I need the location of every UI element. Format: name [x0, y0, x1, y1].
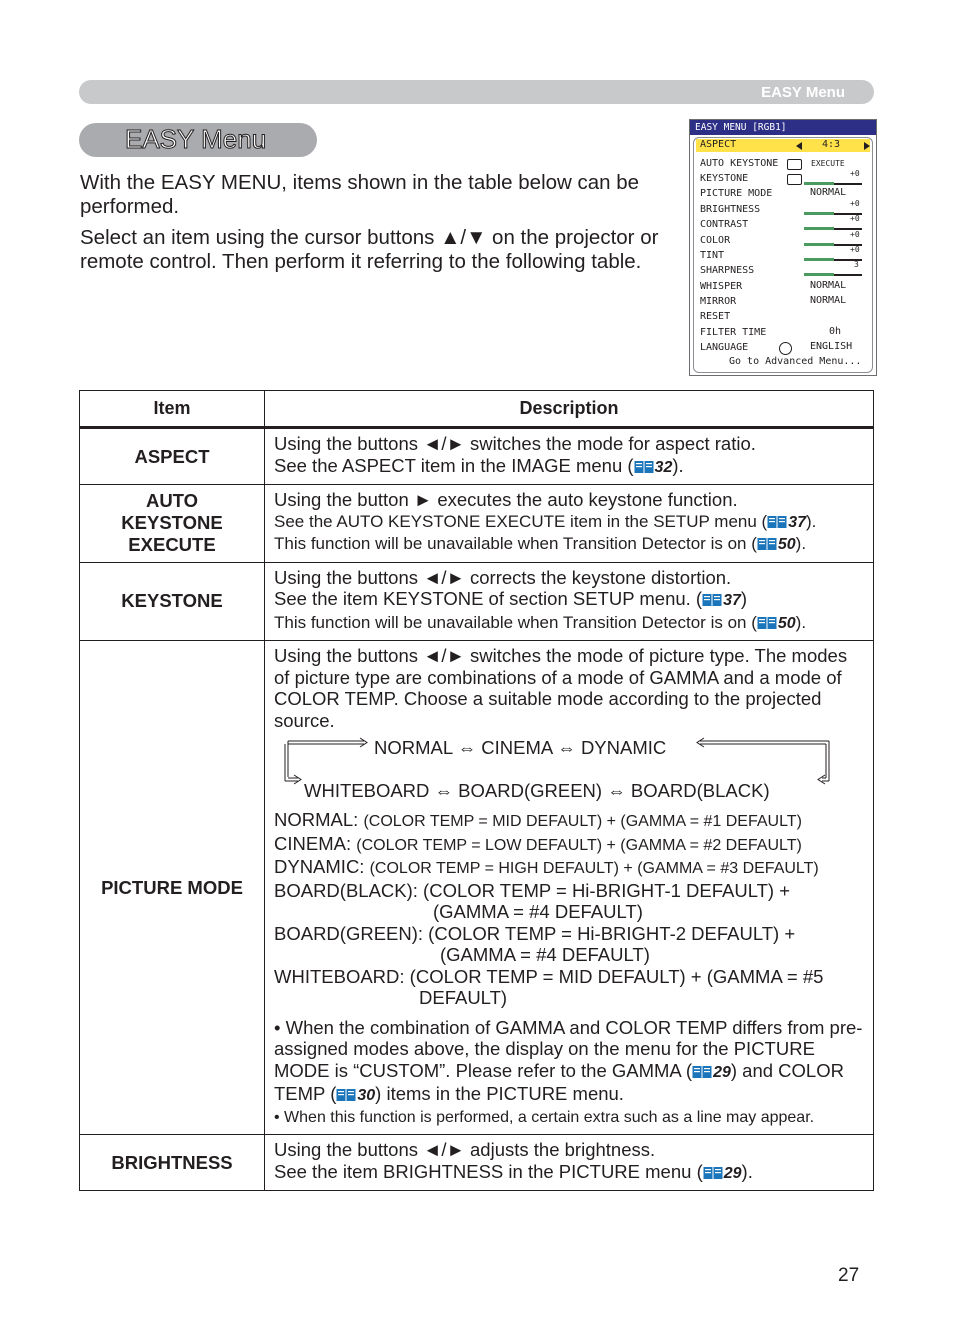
row-desc-picture-mode [265, 641, 874, 1135]
row-desc-keystone [265, 562, 874, 641]
osd-slider [804, 183, 862, 185]
page-number: 27 [838, 1265, 860, 1286]
desc-paragraph [274, 1017, 865, 1107]
osd-row-value: +0 [850, 169, 860, 178]
desc-text: See the AUTO KEYSTONE EXECUTE item in the SETUP menu ( [274, 511, 768, 531]
osd-row-label: LANGUAGE [700, 342, 749, 353]
desc-text: See the ASPECT item in the IMAGE menu ( [274, 454, 634, 476]
osd-row-label: CONTRAST [700, 219, 749, 230]
desc-text: ) items in the PICTURE menu. [375, 1083, 624, 1104]
page-reference: 37 [723, 592, 741, 609]
desc-line [274, 833, 865, 857]
osd-row-value: +0 [850, 199, 860, 208]
desc-line: • When this function is performed, a certain extra such as a line may appear. [274, 1108, 815, 1126]
page-reference: 30 [357, 1087, 376, 1104]
easy-menu-osd [689, 119, 877, 376]
desc-line [274, 856, 865, 880]
osd-slider [804, 274, 862, 276]
page-reference: 29 [713, 1063, 731, 1081]
table-row [80, 485, 874, 563]
row-desc-aspect [265, 429, 874, 485]
item-line: KEYSTONE [121, 512, 223, 534]
desc-text: ) and COLOR TEMP ( [274, 1059, 844, 1104]
book-icon [757, 537, 777, 551]
table-row [80, 641, 874, 1135]
table-row [80, 1135, 874, 1191]
globe-icon [779, 342, 792, 355]
desc-line: DEFAULT) [419, 987, 508, 1008]
osd-row-value: NORMAL [810, 187, 847, 198]
keystone-icon [787, 159, 802, 170]
page-reference: 29 [723, 1164, 742, 1182]
desc-line: Using the button ► executes the auto keystone function. [274, 489, 738, 510]
section-title: EASY Menu [125, 124, 267, 154]
row-item-keystone: KEYSTONE [80, 562, 265, 641]
row-item-aspect: ASPECT [80, 429, 265, 485]
row-item-auto-keystone [80, 485, 265, 563]
easy-menu-table [79, 390, 874, 1191]
osd-row-value: 0h [829, 326, 842, 337]
book-icon [336, 1088, 356, 1102]
desc-text: See the item KEYSTONE of section SETUP menu. ( [274, 588, 703, 609]
section-title-pill [79, 123, 317, 157]
keystone-icon [787, 174, 802, 185]
osd-row-value: +0 [850, 245, 860, 254]
row-desc-auto-keystone [265, 485, 874, 563]
osd-aspect-value: 4:3 [822, 139, 841, 150]
col-header-item: Item [80, 391, 265, 428]
desc-line: BOARD(BLACK): (COLOR TEMP = Hi-BRIGHT-1 DEFAULT) + [274, 879, 791, 901]
book-icon [757, 616, 777, 630]
page-reference: 37 [788, 513, 806, 531]
desc-text: This function will be unavailable when Transition Detector is on ( [274, 534, 757, 553]
desc-text: ). [672, 454, 684, 476]
desc-line: WHITEBOARD: (COLOR TEMP = MID DEFAULT) + (GAMMA = #5 [274, 965, 824, 987]
book-icon [692, 1065, 712, 1079]
osd-title: EASY MENU [RGB1] [690, 120, 876, 135]
osd-row-value: NORMAL [810, 295, 847, 306]
row-item-picture-mode: PICTURE MODE [80, 641, 265, 1135]
osd-row-value: ENGLISH [810, 341, 853, 352]
desc-line [274, 533, 865, 556]
desc-line: (GAMMA = #4 DEFAULT) [433, 901, 643, 922]
intro-paragraph-2: Select an item using the cursor buttons ▲/▼ on the projector or remote control. Then perform it referring to the following table. [80, 226, 659, 273]
book-icon [702, 593, 722, 607]
osd-row-label: SHARPNESS [700, 265, 755, 276]
col-header-description: Description [265, 391, 874, 428]
picture-mode-cycle-diagram [274, 737, 865, 803]
osd-row-label: AUTO KEYSTONE [700, 158, 779, 169]
osd-row-value: NORMAL [810, 280, 847, 291]
osd-aspect-label: ASPECT [700, 139, 737, 150]
cycle-line-2: WHITEBOARD ⇔ BOARD(GREEN) ⇔ BOARD(BLACK) [304, 780, 770, 801]
desc-paragraph: Using the buttons ◄/► switches the mode of picture type. The modes of picture type are combinations of a mode of GAMMA and a mode of COLOR TEMP. Choose a suitable mode according to the projected source. [274, 645, 848, 731]
osd-row-value: +0 [850, 214, 860, 223]
desc-line [274, 588, 865, 612]
row-item-brightness: BRIGHTNESS [80, 1135, 265, 1191]
desc-line: Using the buttons ◄/► corrects the keystone distortion. [274, 566, 732, 588]
row-desc-brightness [265, 1135, 874, 1191]
desc-text: ). [806, 511, 817, 531]
desc-text: (COLOR TEMP = MID DEFAULT) + (GAMMA = #1 DEFAULT) [363, 813, 802, 830]
desc-line [274, 511, 865, 534]
osd-selected-row [696, 139, 870, 152]
book-icon [703, 1166, 723, 1180]
book-icon [634, 460, 654, 474]
desc-line [274, 1161, 865, 1185]
page-reference: 50 [777, 536, 796, 553]
header-band [79, 80, 874, 104]
desc-text: DYNAMIC: [274, 856, 370, 877]
osd-row-label: TINT [700, 250, 725, 261]
item-line: AUTO [145, 490, 199, 512]
desc-line: BOARD(GREEN): (COLOR TEMP = Hi-BRIGHT-2 DEFAULT) + [274, 922, 796, 944]
desc-text: (COLOR TEMP = LOW DEFAULT) + (GAMMA = #2 DEFAULT) [356, 836, 802, 854]
osd-row-value: EXECUTE [811, 159, 845, 168]
table-header-row [80, 391, 874, 428]
page-reference: 50 [777, 614, 796, 632]
right-arrow-icon [864, 142, 870, 150]
desc-line: Using the buttons ◄/► switches the mode for aspect ratio. [274, 433, 756, 454]
osd-row-label: WHISPER [700, 281, 743, 292]
osd-footer: Go to Advanced Menu... [729, 356, 862, 367]
book-icon [767, 515, 787, 529]
page-reference: 32 [654, 458, 673, 476]
intro-paragraph-1: With the EASY MENU, items shown in the table below can be performed. [80, 171, 640, 218]
osd-row-label: PICTURE MODE [700, 188, 773, 199]
osd-row-label: KEYSTONE [700, 173, 749, 184]
osd-row-label: RESET [700, 311, 731, 322]
header-band-label: EASY Menu [761, 84, 845, 101]
osd-row-label: COLOR [700, 235, 731, 246]
desc-line: (GAMMA = #4 DEFAULT) [440, 944, 650, 965]
cycle-line-1: NORMAL ⇔ CINEMA ⇔ DYNAMIC [374, 737, 667, 758]
desc-text: ) [740, 588, 748, 609]
desc-text: See the item BRIGHTNESS in the PICTURE menu ( [274, 1160, 703, 1182]
desc-text: ). [795, 534, 807, 553]
desc-line [274, 612, 865, 635]
desc-text: ). [795, 612, 807, 632]
osd-panel [693, 137, 873, 373]
osd-row-value: 3 [854, 260, 859, 269]
desc-text: (COLOR TEMP = HIGH DEFAULT) + (GAMMA = #3 DEFAULT) [369, 860, 819, 877]
desc-text: This function will be unavailable when Transition Detector is on ( [274, 612, 757, 632]
desc-text: • When the combination of GAMMA and COLOR TEMP differs from pre-assigned modes above, the display on the menu for the PICTURE MODE is “CUSTOM”. Please refer to the GAMMA ( [274, 1016, 863, 1081]
left-arrow-icon [796, 142, 802, 150]
desc-line [274, 455, 865, 479]
item-line: EXECUTE [128, 534, 216, 556]
desc-text: CINEMA: [274, 832, 357, 854]
desc-text: NORMAL: [274, 809, 364, 830]
desc-text: ). [741, 1160, 753, 1182]
osd-row-label: MIRROR [700, 296, 737, 307]
desc-line [274, 809, 865, 833]
table-row [80, 562, 874, 641]
table-row [80, 429, 874, 485]
desc-line: Using the buttons ◄/► adjusts the brightness. [274, 1139, 656, 1160]
osd-row-label: BRIGHTNESS [700, 204, 761, 215]
osd-row-label: FILTER TIME [700, 327, 767, 338]
osd-row-value: +0 [850, 230, 860, 239]
